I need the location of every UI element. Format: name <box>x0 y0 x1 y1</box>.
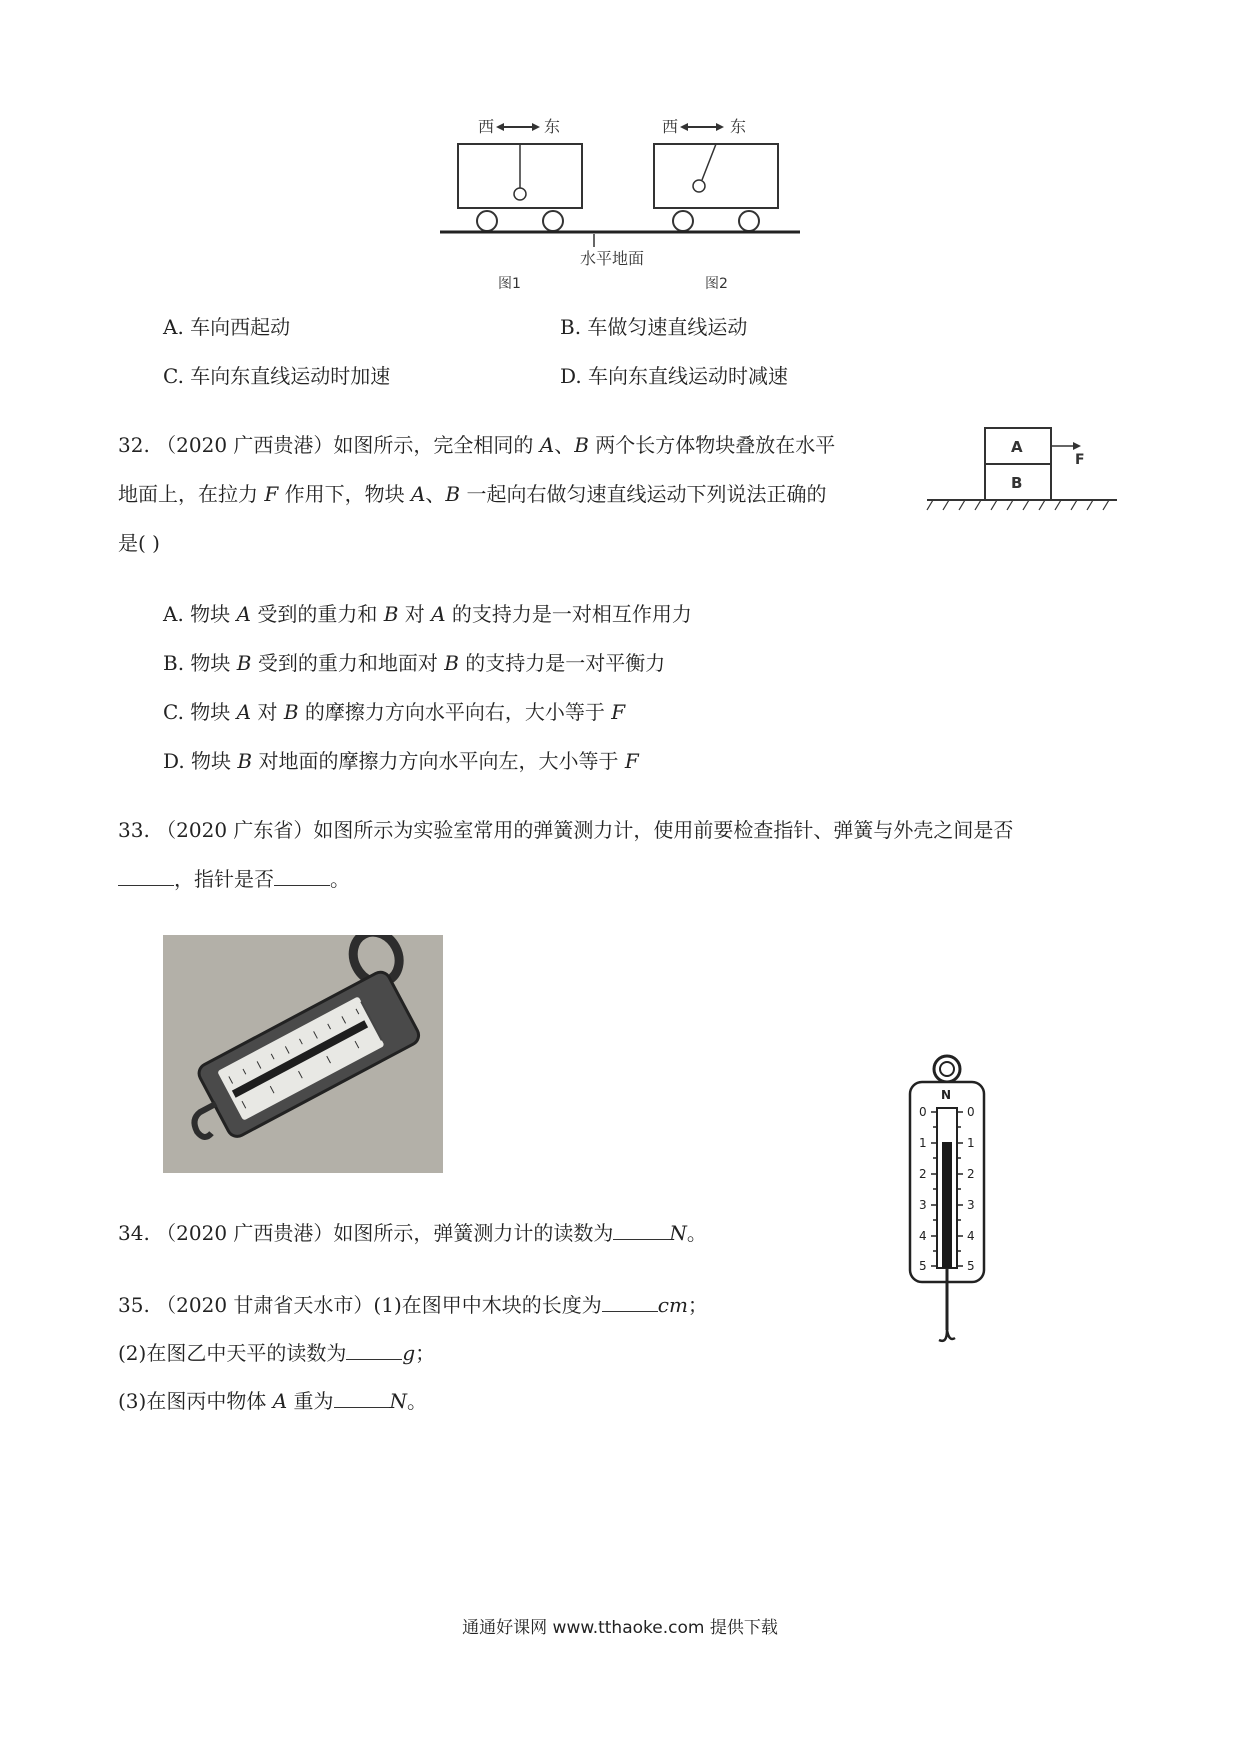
cart-figure <box>440 110 810 295</box>
svg-text:2: 2 <box>919 1167 927 1181</box>
block-figure <box>925 420 1125 520</box>
q35-line-2: (2)在图乙中天平的读数为 g； <box>118 1341 436 1365</box>
svg-text:4: 4 <box>967 1229 975 1243</box>
q32-option-b: B. 物块 B 受到的重力和地面对 B 的支持力是一对平衡力 <box>163 651 666 675</box>
svg-text:F: F <box>1075 452 1085 468</box>
west-label-1: 西 <box>478 117 495 136</box>
q31-option-c: C. 车向东直线运动时加速 <box>163 364 391 388</box>
spring-scale-photo <box>163 935 443 1173</box>
svg-text:1: 1 <box>967 1136 975 1150</box>
svg-text:4: 4 <box>919 1229 927 1243</box>
west-label-2: 西 <box>662 117 679 136</box>
svg-text:A: A <box>1011 438 1023 456</box>
east-label-1: 东 <box>544 117 561 136</box>
spring-scale-diagram <box>895 1050 1007 1350</box>
q32-line-2: 地面上，在拉力 F 作用下，物块 A、B 一起向右做匀速直线运动下列说法正确的 <box>118 482 827 506</box>
ring-icon <box>934 1056 960 1082</box>
cart-2 <box>654 117 778 231</box>
svg-text:5: 5 <box>967 1259 975 1273</box>
east-label-2: 东 <box>730 117 747 136</box>
svg-text:5: 5 <box>919 1259 927 1273</box>
hook-icon <box>939 1330 955 1341</box>
svg-text:2: 2 <box>967 1167 975 1181</box>
svg-text:0: 0 <box>967 1105 975 1119</box>
q33-line-2: ，指针是否 。 <box>118 867 350 891</box>
fig2-label: 图2 <box>705 276 728 292</box>
q32-option-c: C. 物块 A 对 B 的摩擦力方向水平向右，大小等于 F <box>163 700 626 724</box>
ground-label: 水平地面 <box>580 249 645 268</box>
cart-1 <box>458 117 582 231</box>
svg-text:1: 1 <box>919 1136 927 1150</box>
answer-blank[interactable] <box>334 1389 390 1408</box>
q35-line-3: (3)在图丙中物体 A 重为 N。 <box>118 1389 427 1413</box>
q32-option-d: D. 物块 B 对地面的摩擦力方向水平向左，大小等于 F <box>163 749 639 773</box>
answer-blank[interactable] <box>274 867 330 886</box>
answer-blank[interactable] <box>346 1341 402 1360</box>
q32-line-3: 是( ) <box>118 531 160 555</box>
svg-text:B: B <box>1011 474 1023 492</box>
answer-blank[interactable] <box>602 1293 658 1312</box>
svg-text:3: 3 <box>967 1198 975 1212</box>
answer-blank[interactable] <box>118 867 174 886</box>
q31-option-d: D. 车向东直线运动时减速 <box>560 364 789 388</box>
q31-option-b: B. 车做匀速直线运动 <box>560 315 748 339</box>
svg-text:3: 3 <box>919 1198 927 1212</box>
q32-line-1: 32. （2020 广西贵港）如图所示，完全相同的 A、B 两个长方体物块叠放在水平 <box>118 433 836 457</box>
svg-text:0: 0 <box>919 1105 927 1119</box>
page-footer: 通通好课网 www.tthaoke.com 提供下载 <box>462 1618 778 1638</box>
q34-line: 34. （2020 广西贵港）如图所示，弹簧测力计的读数为 N。 <box>118 1221 707 1245</box>
q33-line-1: 33. （2020 广东省）如图所示为实验室常用的弹簧测力计，使用前要检查指针、弹簧与外壳之间是否 <box>118 818 1014 842</box>
q32-option-a: A. 物块 A 受到的重力和 B 对 A 的支持力是一对相互作用力 <box>163 602 692 626</box>
unit-label: N <box>941 1088 952 1102</box>
answer-blank[interactable] <box>613 1221 669 1240</box>
q31-option-a: A. 车向西起动 <box>163 315 291 339</box>
spring-indicator <box>942 1142 952 1268</box>
fig1-label: 图1 <box>498 276 521 292</box>
q35-line-1: 35. （2020 甘肃省天水市）(1)在图甲中木块的长度为 cm； <box>118 1293 708 1317</box>
